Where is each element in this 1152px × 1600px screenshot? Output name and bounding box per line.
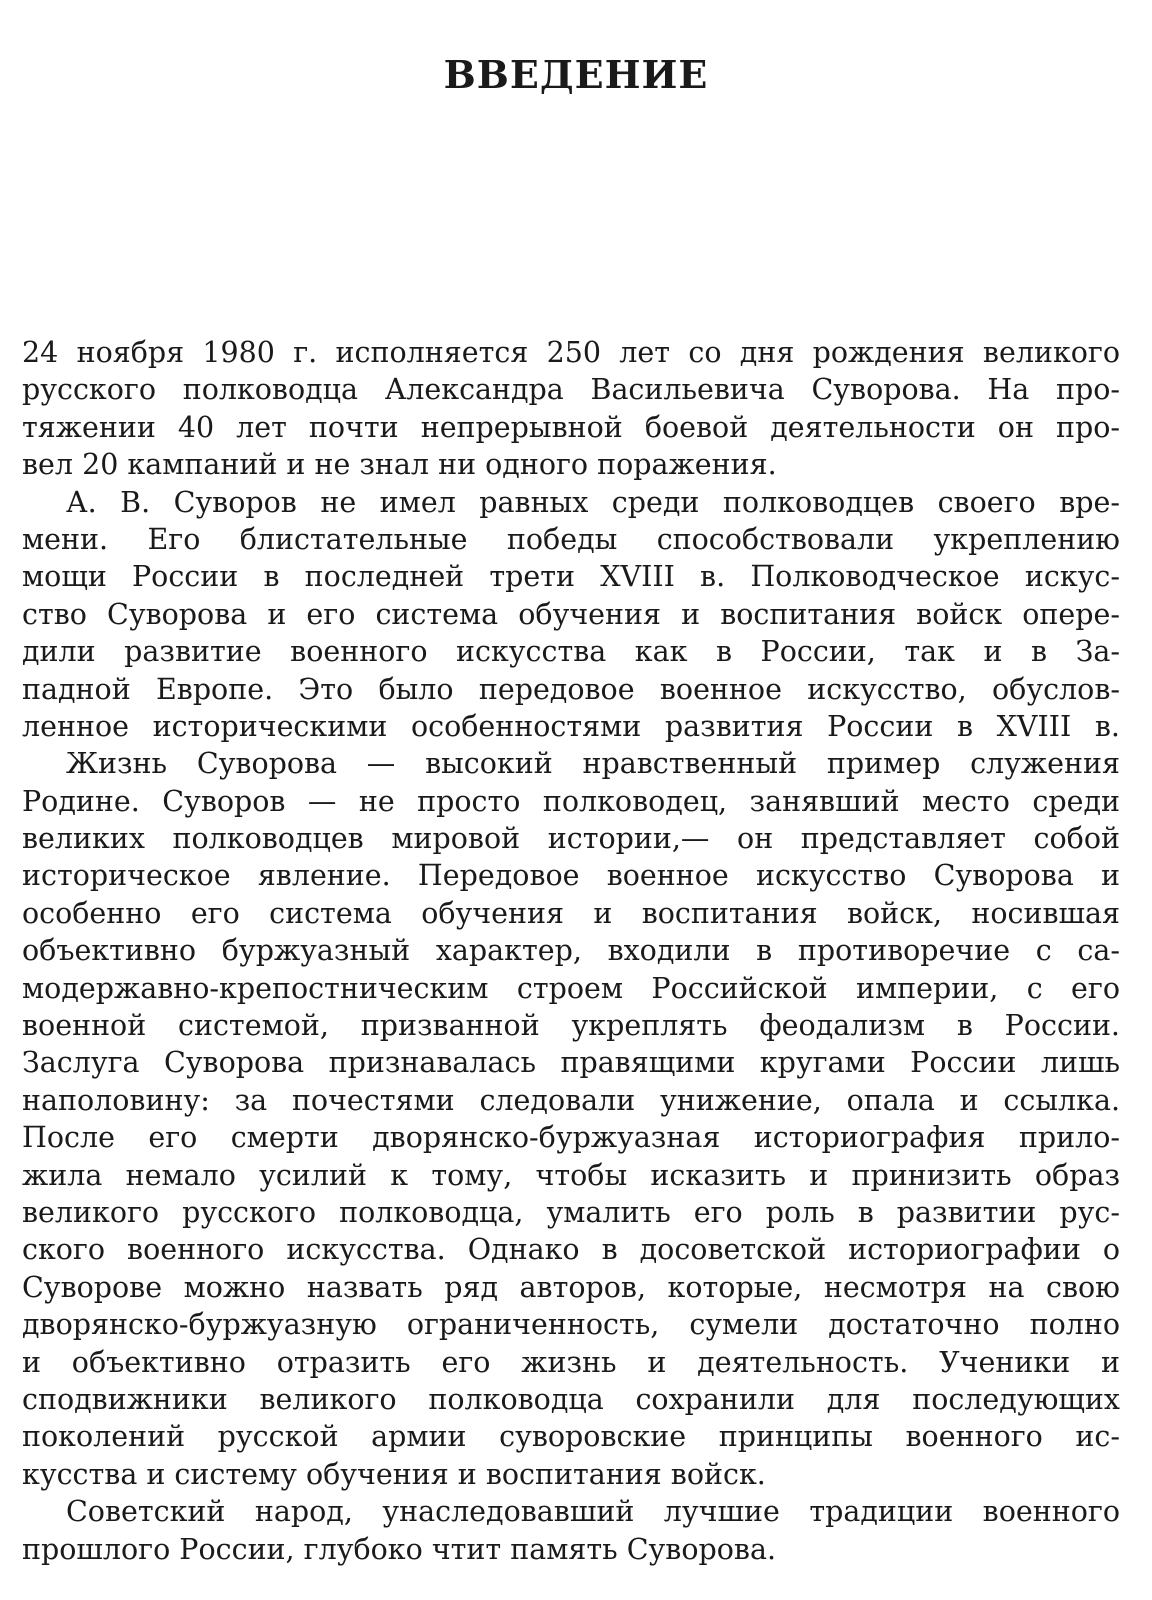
text-line: Суворове можно назвать ряд авторов, которые, несмотря на свою	[22, 1270, 1120, 1304]
text-line: ского военного искусства. Однако в досоветской историографии о	[22, 1233, 1120, 1267]
text-line: Заслуга Суворова признавалась правящими кругами России лишь	[22, 1046, 1120, 1080]
text-line: русского полководца Александра Васильевича Суворова. На про-	[22, 373, 1120, 407]
text-line: особенно его система обучения и воспитания войск, носившая	[22, 896, 1120, 930]
text-line: и объективно отразить его жизнь и деятельность. Ученики и	[22, 1345, 1120, 1379]
text-line: Советский народ, унаследовавший лучшие традиции военного	[66, 1495, 1120, 1529]
text-line: дили развитие военного искусства как в России, так и в За-	[22, 635, 1120, 669]
text-line: великого русского полководца, умалить его роль в развитии рус-	[22, 1195, 1120, 1229]
text-line: поколений русской армии суворовские принципы военного ис-	[22, 1420, 1120, 1454]
text-line: ство Суворова и его система обучения и воспитания войск опере-	[22, 597, 1120, 631]
text-line: тяжении 40 лет почти непрерывной боевой деятельности он про-	[22, 410, 1120, 444]
text-line: вел 20 кампаний и не знал ни одного поражения.	[22, 448, 777, 482]
text-line: наполовину: за почестями следовали унижение, опала и ссылка.	[22, 1083, 1120, 1117]
text-line: А. В. Суворов не имел равных среди полководцев своего вре-	[66, 485, 1120, 519]
text-line: Жизнь Суворова — высокий нравственный пример служения	[66, 747, 1120, 781]
text-line: объективно буржуазный характер, входили в противоречие с са-	[22, 934, 1120, 968]
text-line: кусства и систему обучения и воспитания войск.	[22, 1457, 766, 1491]
text-line: прошлого России, глубоко чтит память Суворова.	[22, 1532, 777, 1566]
text-line: историческое явление. Передовое военное искусство Суворова и	[22, 859, 1120, 893]
body-text	[22, 334, 1120, 1568]
text-line: мощи России в последней трети XVIII в. Полководческое искус-	[22, 560, 1120, 594]
text-line: сподвижники великого полководца сохранили для последующих	[22, 1382, 1120, 1416]
text-line: модержавно-крепостническим строем Российской империи, с его	[22, 971, 1120, 1005]
text-line: военной системой, призванной укреплять феодализм в России.	[22, 1009, 1120, 1043]
text-line: падной Европе. Это было передовое военное искусство, обуслов-	[22, 672, 1120, 706]
text-line: жила немало усилий к тому, чтобы исказить и принизить образ	[22, 1158, 1120, 1192]
text-line: великих полководцев мировой истории,— он представляет собой	[22, 822, 1120, 856]
chapter-title: ВВЕДЕНИЕ	[443, 52, 709, 97]
text-line: 24 ноября 1980 г. исполняется 250 лет со дня рождения великого	[22, 336, 1120, 369]
text-line: После его смерти дворянско-буржуазная историография прило-	[22, 1121, 1120, 1155]
text-line: мени. Его блистательные победы способствовали укреплению	[22, 522, 1120, 556]
text-line: ленное историческими особенностями развития России в XVIII в.	[22, 709, 1120, 743]
text-line: дворянско-буржуазную ограниченность, сумели достаточно полно	[22, 1308, 1120, 1342]
text-line: Родине. Суворов — не просто полководец, занявший место среди	[22, 784, 1120, 818]
